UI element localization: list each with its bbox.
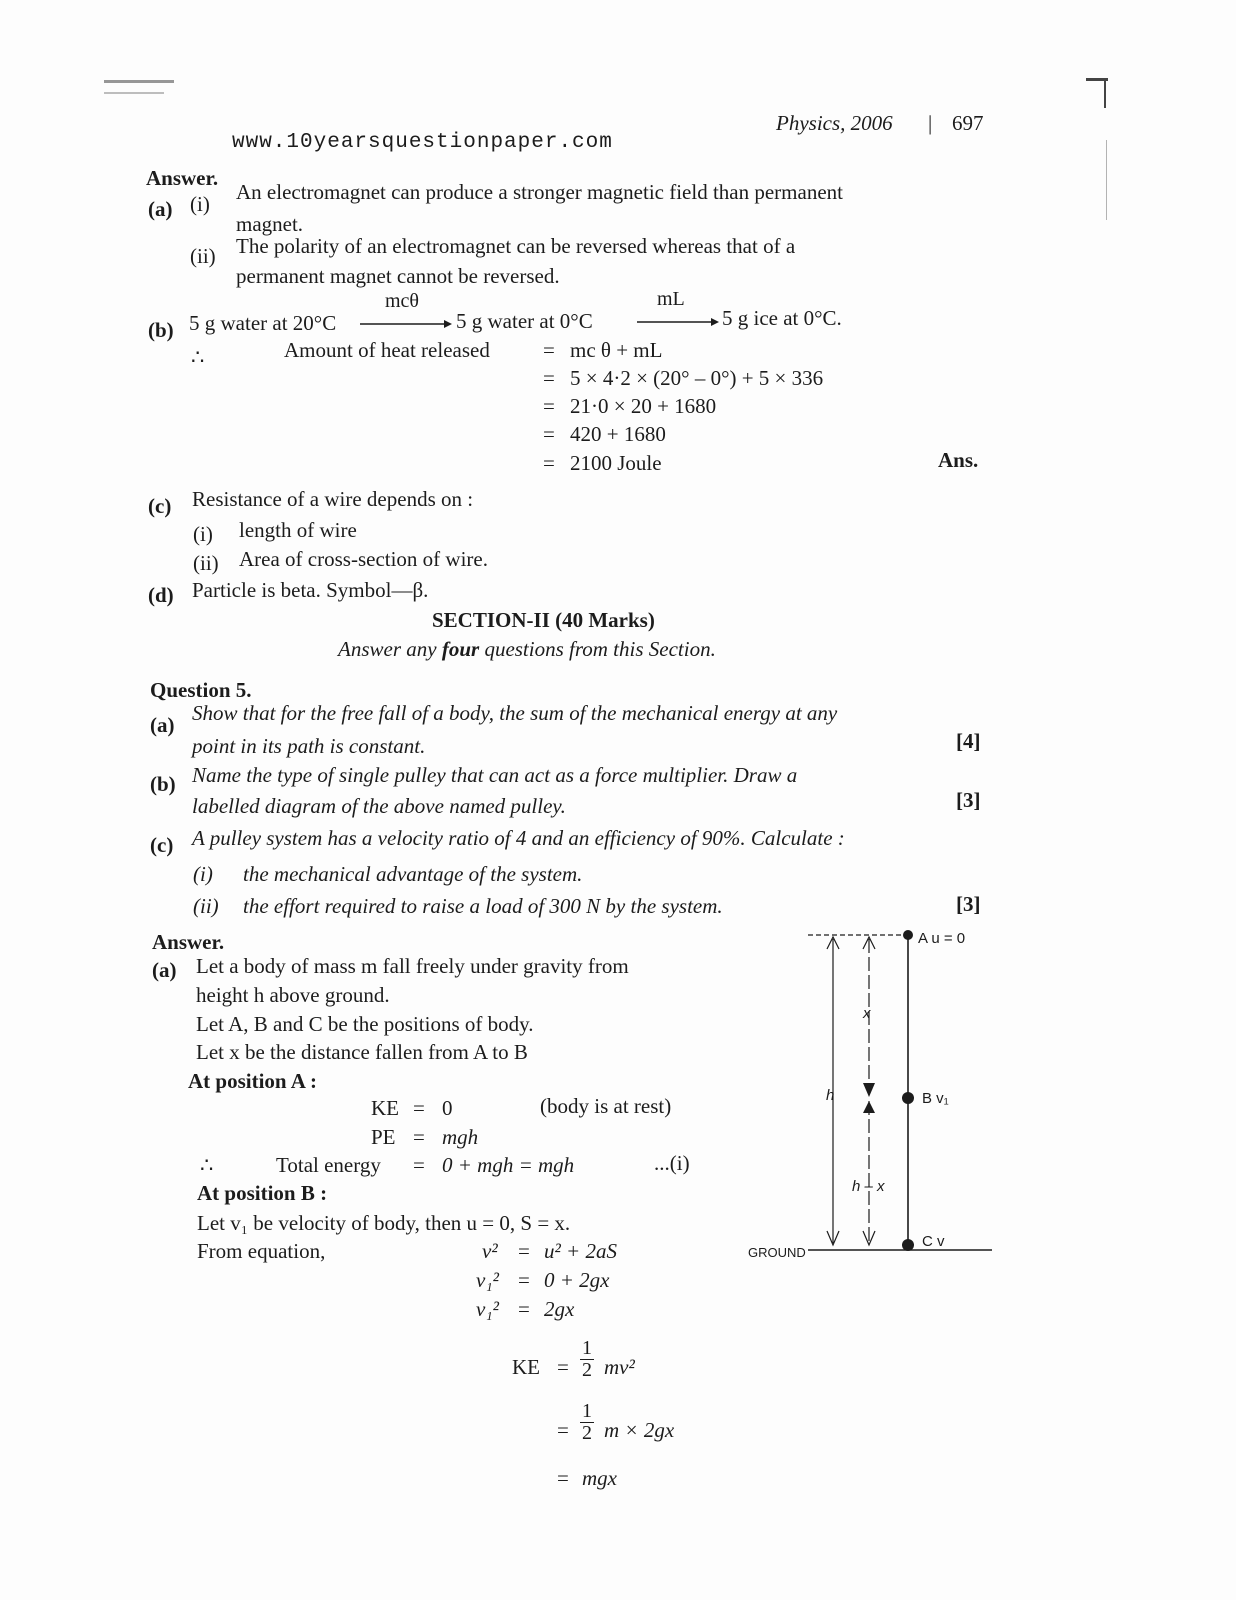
heat-eq-3: = bbox=[543, 394, 555, 418]
answer-heading: Answer. bbox=[146, 166, 219, 190]
position-a-heading: At position A : bbox=[188, 1069, 317, 1093]
eq1-rhs: u² + 2aS bbox=[544, 1239, 617, 1263]
pe-a-rhs: mgh bbox=[442, 1125, 479, 1149]
heat-step-1: mc θ + mL bbox=[570, 338, 663, 362]
ke-b-eq3: = bbox=[557, 1466, 569, 1490]
ke-a-rhs: 0 bbox=[442, 1096, 453, 1120]
q5-b-line2: labelled diagram of the above named pulley. bbox=[192, 794, 566, 818]
eq3-rhs: 2gx bbox=[544, 1297, 575, 1321]
pe-a-lhs: PE bbox=[371, 1125, 396, 1149]
eq2-rhs: 0 + 2gx bbox=[544, 1268, 610, 1292]
q5-a-line1: Show that for the free fall of a body, the sum of the mechanical energy at any bbox=[192, 701, 838, 725]
from-equation: From equation, bbox=[197, 1239, 326, 1263]
answer-a-ii-line1: The polarity of an electromagnet can be reversed whereas that of a bbox=[236, 234, 796, 258]
heat-step-2: 5 × 4·2 × (20° – 0°) + 5 × 336 bbox=[570, 366, 824, 390]
heat-step-4: 420 + 1680 bbox=[570, 422, 666, 446]
answer5-a-label: (a) bbox=[152, 958, 177, 982]
ke-b-eq1: = bbox=[557, 1355, 569, 1379]
ke-b-lhs: KE bbox=[512, 1355, 540, 1379]
section-title: SECTION-II (40 Marks) bbox=[432, 608, 655, 632]
answer-c-i-text: length of wire bbox=[239, 518, 357, 542]
ke-a-note: (body is at rest) bbox=[540, 1094, 672, 1118]
arrow-2-label: mL bbox=[657, 288, 685, 310]
label-h: h bbox=[826, 1087, 835, 1104]
label-c: C v bbox=[922, 1233, 945, 1250]
ke-a-lhs: KE bbox=[371, 1096, 399, 1120]
heat-lhs: Amount of heat released bbox=[284, 338, 490, 362]
point-c-dot bbox=[902, 1239, 914, 1251]
q5-b-marks: [3] bbox=[956, 788, 981, 812]
answer-c-ii-num: (ii) bbox=[193, 551, 219, 575]
velocity-line: Let v₁ be velocity of body, then u = 0, S = x. bbox=[197, 1211, 571, 1235]
intro-line-3: Let A, B and C be the positions of body. bbox=[196, 1012, 534, 1036]
ke-b-fraction-1: $\frac{1}{2}$ bbox=[582, 1337, 592, 1381]
ans-mark: Ans. bbox=[938, 448, 979, 472]
eq2-lhs: v₁² bbox=[476, 1268, 499, 1292]
q5-c-ii-num: (ii) bbox=[193, 894, 219, 918]
state-1: 5 g water at 20°C bbox=[189, 311, 337, 335]
therefore-symbol: ∴ bbox=[191, 345, 205, 369]
heat-eq-1: = bbox=[543, 338, 555, 362]
heat-eq-5: = bbox=[543, 451, 555, 475]
free-fall-diagram bbox=[736, 925, 1036, 1265]
q5-a-label: (a) bbox=[150, 713, 175, 737]
intro-line-1: Let a body of mass m fall freely under gravity from bbox=[196, 954, 629, 978]
ke-b-fraction-2: $\frac{1}{2}$ bbox=[582, 1400, 592, 1444]
arrow-2 bbox=[637, 316, 719, 328]
answer-a-i-line2: magnet. bbox=[236, 212, 304, 236]
q5-c-ii-text: the effort required to raise a load of 300 N by the system. bbox=[243, 894, 723, 918]
pe-a-eq: = bbox=[413, 1125, 425, 1149]
eq2-eq: = bbox=[518, 1268, 530, 1292]
ke-a-eq: = bbox=[413, 1096, 425, 1120]
answer-c-label: (c) bbox=[148, 494, 172, 518]
label-ground: GROUND bbox=[748, 1245, 806, 1260]
ke-b-eq2: = bbox=[557, 1418, 569, 1442]
ke-b-rhs2: m × 2gx bbox=[604, 1418, 675, 1442]
label-a: A u = 0 bbox=[918, 930, 966, 947]
answer-c-text: Resistance of a wire depends on : bbox=[192, 487, 474, 511]
answer-d-text: Particle is beta. Symbol—β. bbox=[192, 578, 429, 602]
scan-edge-line bbox=[1106, 140, 1107, 220]
q5-a-line2: point in its path is constant. bbox=[192, 734, 426, 758]
heat-eq-4: = bbox=[543, 422, 555, 446]
state-3: 5 g ice at 0°C. bbox=[722, 306, 842, 330]
q5-b-line1: Name the type of single pulley that can act as a force multiplier. Draw a bbox=[192, 763, 798, 787]
answer-b-label: (b) bbox=[148, 318, 174, 342]
scan-speck-top-left-2 bbox=[104, 92, 164, 94]
page-number: 697 bbox=[952, 111, 984, 135]
ke-b-rhs3: mgx bbox=[582, 1466, 617, 1490]
q5-c-line1: A pulley system has a velocity ratio of 4 and an efficiency of 90%. Calculate : bbox=[192, 826, 845, 850]
intro-line-4: Let x be the distance fallen from A to B bbox=[196, 1040, 528, 1064]
answer-c-i-num: (i) bbox=[193, 522, 213, 546]
state-2: 5 g water at 0°C bbox=[456, 309, 593, 333]
arrow-1-label: mcθ bbox=[385, 290, 420, 312]
te-a-lhs: Total energy bbox=[276, 1153, 381, 1177]
q5-a-marks: [4] bbox=[956, 729, 981, 753]
answer-a-label: (a) bbox=[148, 197, 173, 221]
eq3-lhs: v₁² bbox=[476, 1297, 499, 1321]
scan-corner-mark-vertical bbox=[1104, 78, 1106, 108]
q5-c-i-text: the mechanical advantage of the system. bbox=[243, 862, 583, 886]
point-a-dot bbox=[903, 930, 913, 940]
label-h-minus-x: h – x bbox=[852, 1178, 885, 1195]
heat-step-3: 21·0 × 20 + 1680 bbox=[570, 394, 717, 418]
header-separator: | bbox=[928, 111, 933, 135]
running-head: Physics, 2006 bbox=[776, 111, 893, 135]
label-b: B v₁ bbox=[922, 1090, 949, 1107]
q5-c-i-num: (i) bbox=[193, 862, 213, 886]
scan-speck-top-left bbox=[104, 80, 174, 83]
te-a-rhs: 0 + mgh = mgh bbox=[442, 1153, 575, 1177]
answer-a-ii-line2: permanent magnet cannot be reversed. bbox=[236, 264, 560, 288]
q5-c-marks: [3] bbox=[956, 892, 981, 916]
heat-step-5: 2100 Joule bbox=[570, 451, 662, 475]
answer-a-ii-num: (ii) bbox=[190, 244, 216, 268]
answer-d-label: (d) bbox=[148, 583, 174, 607]
question-title: Question 5. bbox=[150, 678, 252, 702]
eq1-lhs: v² bbox=[482, 1239, 498, 1263]
eq3-eq: = bbox=[518, 1297, 530, 1321]
label-x: x bbox=[863, 1005, 871, 1022]
q5-c-label: (c) bbox=[150, 833, 174, 857]
te-a-ref: ...(i) bbox=[654, 1151, 690, 1175]
eq1-eq: = bbox=[518, 1239, 530, 1263]
answer5-heading: Answer. bbox=[152, 930, 225, 954]
point-b-dot bbox=[902, 1092, 914, 1104]
section-instruction: Answer any four questions from this Section. bbox=[338, 637, 716, 661]
q5-b-label: (b) bbox=[150, 772, 176, 796]
answer-a-i-num: (i) bbox=[190, 192, 210, 216]
position-b-heading: At position B : bbox=[197, 1181, 328, 1205]
answer-c-ii-text: Area of cross-section of wire. bbox=[239, 547, 488, 571]
ke-b-rhs1: mv² bbox=[604, 1355, 635, 1379]
website-watermark: www.10yearsquestionpaper.com bbox=[232, 131, 613, 154]
answer-a-i-line1: An electromagnet can produce a stronger magnetic field than permanent bbox=[236, 180, 843, 204]
intro-line-2: height h above ground. bbox=[196, 983, 390, 1007]
therefore-symbol-2: ∴ bbox=[200, 1153, 214, 1177]
heat-eq-2: = bbox=[543, 366, 555, 390]
te-a-eq: = bbox=[413, 1153, 425, 1177]
arrow-1 bbox=[360, 318, 452, 330]
